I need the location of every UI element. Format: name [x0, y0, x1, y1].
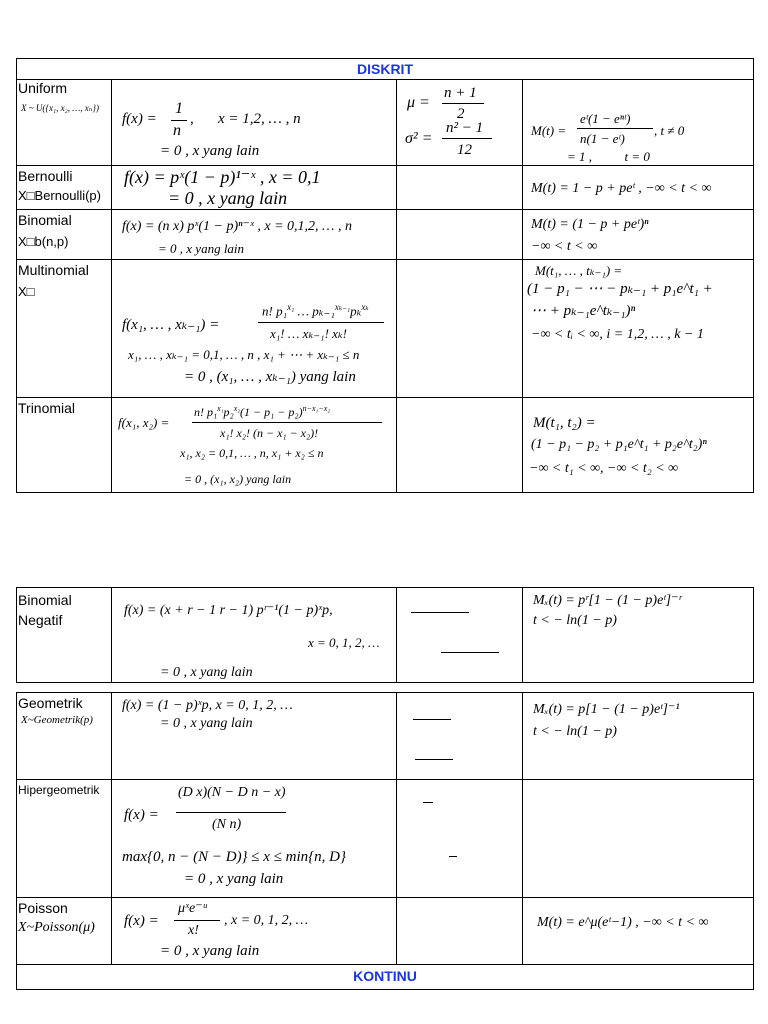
distribution-name: Poisson [18, 900, 68, 916]
bernoulli-moments-cell [396, 165, 523, 210]
pmf-else: = 0 , x yang lain [160, 665, 253, 680]
geometrik-moments-cell [396, 692, 523, 780]
pmf-else: = 0 , x yang lain [160, 716, 253, 731]
pmf-else: = 0 , x yang lain [168, 188, 288, 208]
poisson-mgf-cell [522, 897, 754, 965]
mgf-line: (1 − p₁ − p₂ + p₁e^t₁ + p₂e^t₂)ⁿ [531, 437, 707, 452]
trinomial-pmf-cell: f(x₁, x₂) = n! $p_1^{x_1}p_2^{x_2}(1 - p_1 - p_2)^{n-x_1-x_2}$ x₁! x₂! (n − x₁ − x₂)! x₁, x₂ = 0,1, … , n, x₁ + x₂ ≤ n = 0 , (x₁, x₂) yang lain [111, 397, 397, 493]
distribution-notation: X□b(n,p) [18, 234, 69, 249]
negbin-pmf-cell [111, 587, 397, 683]
pmf-fraction-den: n [173, 122, 181, 139]
hipergeometrik-mgf-cell [522, 779, 754, 898]
distribution-name: Binomial Negatif [18, 592, 72, 628]
pmf-support: x₁, x₂ = 0,1, … , n, x₁ + x₂ ≤ n [180, 446, 324, 460]
mgf-line: t < − ln(1 − p) [533, 613, 617, 628]
distribution-notation: X□Bernoulli(p) [18, 188, 101, 203]
discrete-table-2 [16, 587, 754, 990]
poisson-pmf-cell: f(x) = μˣe⁻ᵘ x! , x = 0, 1, 2, … = 0 , x yang lain [111, 897, 397, 965]
mgf-line: Mₓ(t) = pʳ[1 − (1 − p)eᵗ]⁻ʳ [533, 593, 682, 608]
distribution-name: Binomial [18, 212, 72, 228]
diskrit-table [16, 58, 754, 493]
trinomial-name-cell [16, 397, 112, 493]
pmf-support: max{0, n − (N − D)} ≤ x ≤ min{n, D} [122, 849, 347, 865]
negbin-moments-cell [396, 587, 523, 683]
geometrik-name-cell [16, 692, 112, 780]
multinomial-pmf-cell: f(x₁, … , xₖ₋₁) = n! p₁$^{x_1}$ … pₖ₋₁$^{x_{k-1}}$pₖ$^{x_k}$ x₁! … xₖ₋₁! xₖ! x₁, … , xₖ₋₁ = 0,1, … , n , x₁ + ⋯ + xₖ₋₁ ≤ n = 0 , (x₁, … , xₖ₋₁) yang lain [111, 259, 397, 398]
uniform-pmf-cell: f(x) = 1 n , x = 1,2, … , n = 0 , x yang lain [111, 79, 397, 166]
bernoulli-pmf-cell [111, 165, 397, 210]
pmf-line: f(x) = (1 − p)ˣp, x = 0, 1, 2, … [122, 698, 293, 713]
mgf-line: −∞ < t < ∞ [531, 239, 598, 254]
hipergeometrik-name-cell [16, 779, 112, 898]
mgf-line: −∞ < t₁ < ∞, −∞ < t₂ < ∞ [529, 461, 679, 476]
distribution-name: Uniform [18, 80, 68, 96]
pmf-else: = 0 , x yang lain [160, 143, 260, 159]
poisson-name-cell [16, 897, 112, 965]
pmf-line: f(x) = pˣ(1 − p)¹⁻ˣ , x = 0,1 [124, 167, 321, 187]
geometrik-mgf-cell [522, 692, 754, 780]
pmf-else: = 0 , x yang lain [160, 943, 260, 959]
mgf-line: M(t) = (1 − p + peᵗ)ⁿ [531, 217, 649, 232]
mgf-line: (1 − p₁ − ⋯ − pₖ₋₁ + p₁e^t₁ + [527, 281, 713, 297]
distribution-name: Geometrik [18, 695, 83, 711]
multinomial-mgf-cell [522, 259, 754, 398]
poisson-moments-cell [396, 897, 523, 965]
multinomial-name-cell [16, 259, 112, 398]
distribution-name: Bernoulli [18, 168, 73, 184]
distribution-name: Hipergeometrik [18, 783, 100, 797]
distribution-notation: X ~ U({x₁, x₂, …, xₙ}) [21, 103, 99, 113]
multinomial-moments-cell [396, 259, 523, 398]
pmf-else: = 0 , x yang lain [158, 241, 245, 256]
distribution-name: Trinomial [18, 400, 76, 416]
binomial-moments-cell [396, 209, 523, 260]
pmf-line: f(x) = (x + r − 1 r − 1) pʳ⁻¹(1 − p)ˣp, [124, 603, 333, 618]
distribution-name: Multinomial [18, 262, 89, 278]
negbin-name-cell [16, 587, 112, 683]
pmf-else: = 0 , (x₁, … , xₖ₋₁) yang lain [184, 369, 356, 385]
trinomial-mgf-cell [522, 397, 754, 493]
hipergeometrik-moments-cell [396, 779, 523, 898]
pmf-line: f(x) = (n x) pˣ(1 − p)ⁿ⁻ˣ , x = 0,1,2, … , n [122, 219, 352, 234]
uniform-moments-cell: μ = n + 1 2 σ² = n² − 1 12 [396, 79, 523, 166]
diskrit-header: DISKRIT [16, 58, 754, 80]
hipergeometrik-pmf-cell: f(x) = (D x)(N − D n − x) (N n) max{0, n − (N − D)} ≤ x ≤ min{n, D} = 0 , x yang lain [111, 779, 397, 898]
mgf-line: M(t₁, … , tₖ₋₁) = [535, 263, 623, 278]
mgf-line: Mₓ(t) = p[1 − (1 − p)eᵗ]⁻¹ [533, 702, 680, 717]
bernoulli-name-cell [16, 165, 112, 210]
geometrik-pmf-cell [111, 692, 397, 780]
pmf-fraction-num: 1 [175, 100, 183, 117]
distribution-notation: X~Geometrik(p) [21, 714, 93, 726]
pmf-support: x = 0, 1, 2, … [308, 635, 380, 650]
pmf-else: = 0 , (x₁, x₂) yang lain [184, 472, 292, 486]
mgf-line: t < − ln(1 − p) [533, 724, 617, 739]
uniform-mgf-cell: M(t) = eᵗ(1 − eⁿᵗ) n(1 − eᵗ) , t ≠ 0 = 1 , t = 0 [522, 79, 754, 166]
kontinu-header: KONTINU [16, 964, 754, 990]
negbin-mgf-cell [522, 587, 754, 683]
binomial-pmf-cell [111, 209, 397, 260]
mgf-line: M(t) = e^μ(eᵗ−1) , −∞ < t < ∞ [537, 915, 709, 930]
distribution-notation: X□ [18, 284, 35, 299]
pmf-else: = 0 , x yang lain [184, 871, 284, 887]
mgf-line: ⋯ + pₖ₋₁e^tₖ₋₁)ⁿ [531, 303, 636, 319]
bernoulli-mgf-cell [522, 165, 754, 210]
trinomial-moments-cell [396, 397, 523, 493]
mgf-line: M(t₁, t₂) = [533, 415, 596, 431]
pmf-support: x₁, … , xₖ₋₁ = 0,1, … , n , x₁ + ⋯ + xₖ₋₁ ≤ n [128, 347, 360, 362]
binomial-name-cell [16, 209, 112, 260]
pmf-line: f(x) = [122, 111, 157, 127]
distribution-notation: X~Poisson(μ) [18, 920, 95, 935]
pmf-support: x = 1,2, … , n [218, 111, 301, 127]
uniform-name-cell [16, 79, 112, 166]
binomial-mgf-cell [522, 209, 754, 260]
mgf-line: −∞ < tᵢ < ∞, i = 1,2, … , k − 1 [531, 327, 704, 342]
mgf-line: M(t) = 1 − p + peᵗ , −∞ < t < ∞ [531, 181, 712, 196]
